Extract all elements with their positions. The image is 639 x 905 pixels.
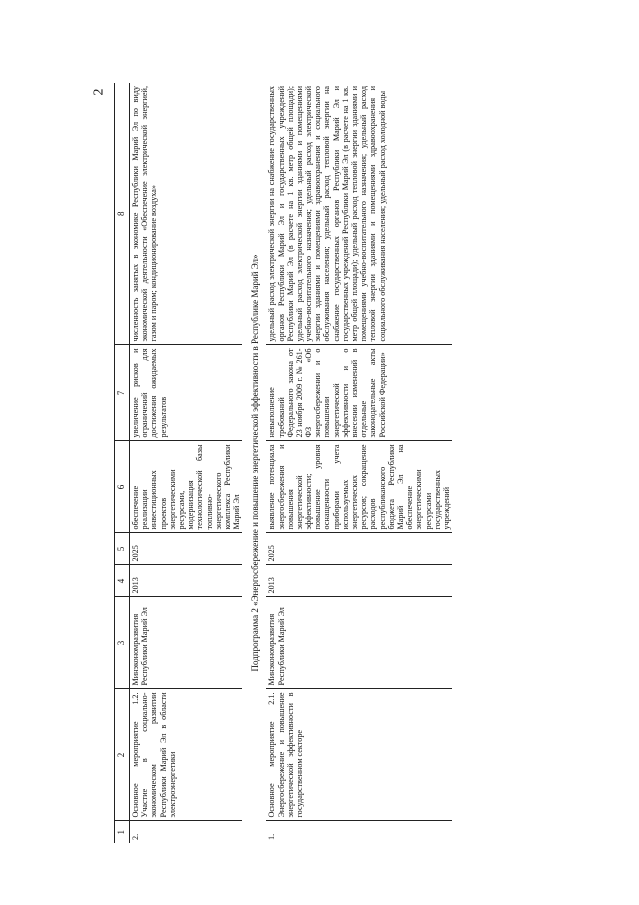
subprogram-title-row <box>242 83 266 843</box>
col-header-1: 1 <box>115 821 130 843</box>
non-implementation-consequences: увеличение рисков и ограничений для достижения ожидаемых результатов <box>130 345 243 441</box>
col-header-4: 4 <box>115 565 130 597</box>
col-header-7: 7 <box>115 345 130 441</box>
col-header-2: 2 <box>115 689 130 821</box>
row-number: 2. <box>131 833 140 840</box>
responsible-executor: Минэкономразвития Республики Марий Эл <box>266 597 452 689</box>
activities-table <box>114 83 452 843</box>
linked-indicators: численность занятых в экономике Республики Марий Эл по виду экономической деятельности «Обеспечение электрической энергией, газом и паром; кондиционирование воздуха» <box>130 83 243 345</box>
linked-indicators: удельный расход электрической энергии на снабжение государственных органов Республики Марий Эл и государственных учреждений Республики Марий Эл (в расчете на 1 кв. метр общей площади); удельный расход электрической энергии зданиями и помещениями учебно-воспитательного назначения; удельный расход электрической энергии зданиями и помещениями здравоохранения и социального обслуживания населения; удельный расход тепловой энергии на снабжение государственных органов Республики Марий Эл и государственных учреждений Республики Марий Эл (в расчете на 1 кв. метр общей площади); удельный расход тепловой энергии зданиями и помещениями учебно-воспитательного назначения; удельный расход тепловой энергии зданиями и помещениями здравоохранения и социального обслуживания населения; удельный расход холодной воды <box>266 83 452 345</box>
page-number: 2 <box>91 88 107 96</box>
table-row <box>266 83 452 843</box>
col-header-3: 3 <box>115 597 130 689</box>
table-header-row <box>115 83 130 843</box>
row-number: 1. <box>267 833 277 840</box>
non-implementation-consequences: невыполнение требований Федерального закона от 23 ноября 2009 г. № 261-ФЗ «Об энергосбережении и о повышении энергетической эффективности и о внесении изменений в отдельные законодательные акты Российской Федерации» <box>266 345 452 441</box>
end-year: 2025 <box>266 533 452 565</box>
expected-result: обеспечение реализации инвестиционных проектов энергетическими ресурсами, модернизация технологической базы топливно-энергетического комплекса Республики Марий Эл <box>130 441 243 533</box>
activity-name: Основное мероприятие 2.1. Энергосбережение и повышение энергетической эффективности в государственном секторе <box>266 689 452 821</box>
col-header-6: 6 <box>115 441 130 533</box>
start-year: 2013 <box>266 565 452 597</box>
rotated-table-container <box>114 83 614 843</box>
col-header-8: 8 <box>115 83 130 345</box>
responsible-executor: Минэкономразвития Республики Марий Эл <box>130 597 243 689</box>
activity-name: Основное мероприятие 1.2. Участие в социально-экономическом развитии Республики Марий Эл в области электроэнергетики <box>130 689 243 821</box>
col-header-5: 5 <box>115 533 130 565</box>
end-year: 2025 <box>130 533 243 565</box>
expected-result: выявление потенциала энергосбережения и повышения энергетической эффективности; повышение уровня оснащенности приборами учета используемых энергетических ресурсов; сокращение расходов республиканского бюджета Республики Марий Эл на обеспечение энергетическими ресурсами государственных учреждений <box>266 441 452 533</box>
table-row <box>130 83 243 843</box>
start-year: 2013 <box>130 565 243 597</box>
subprogram-title: Подпрограмма 2 «Энергосбережение и повышение энергетической эффективности в Республике Марий Эл» <box>250 254 261 672</box>
